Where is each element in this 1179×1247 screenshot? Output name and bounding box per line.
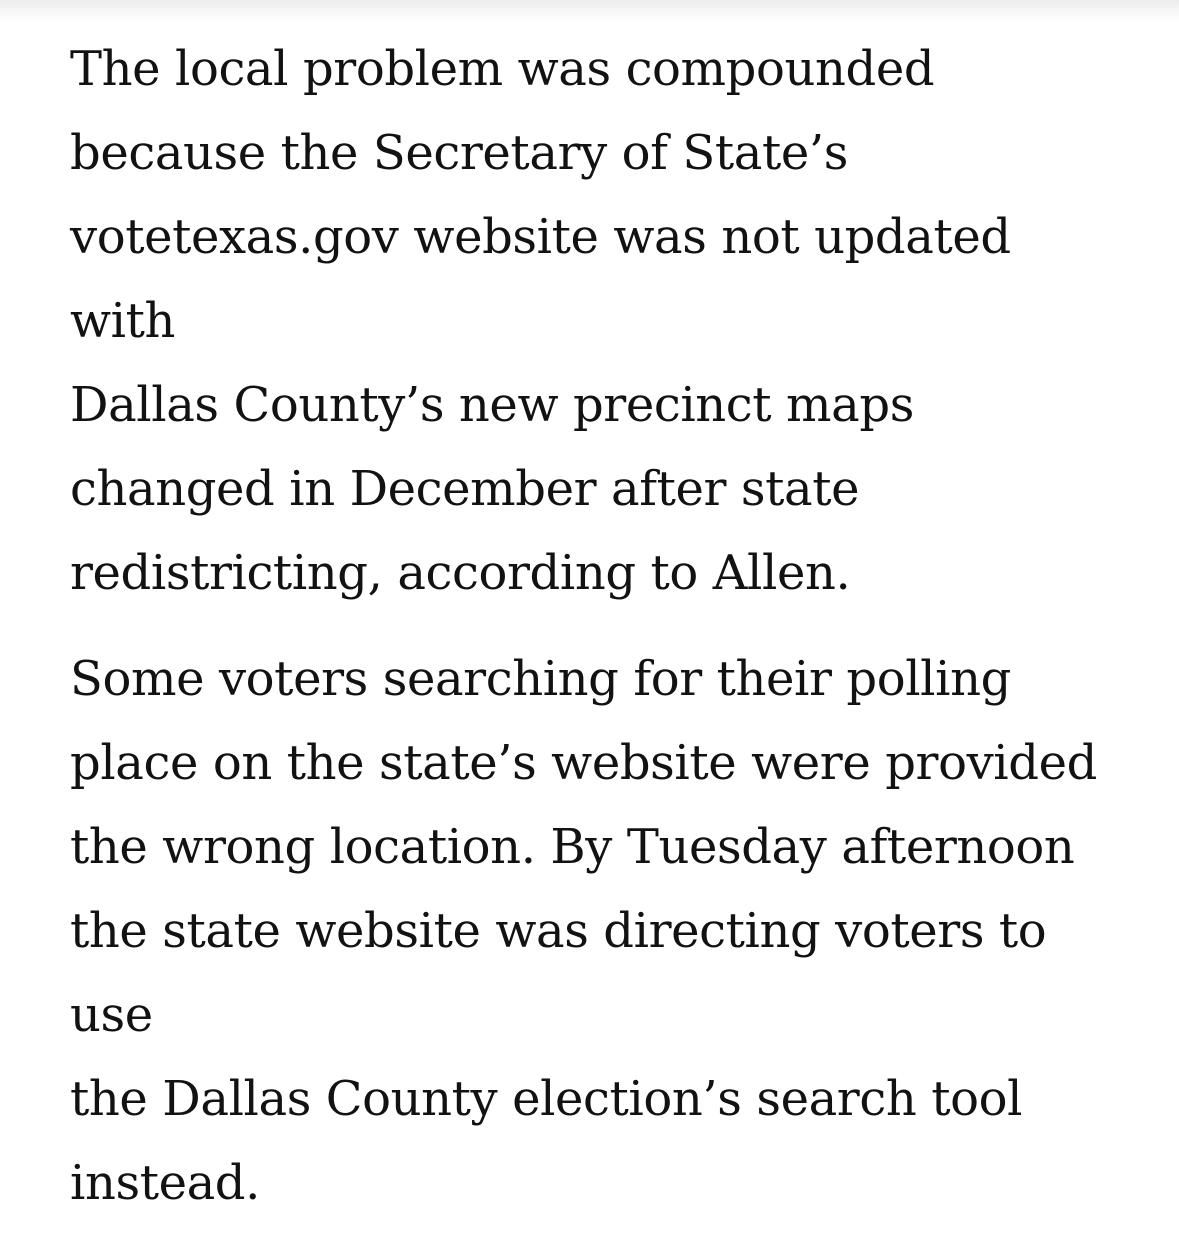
article-paragraph: The local problem was compounded because the Secretary of State’s votetexas.gov website was not updated with Dallas County’s new precinct maps changed in December after state redistricting, according to Allen. bbox=[70, 41, 1011, 601]
article-body bbox=[70, 27, 1130, 1247]
header-shadow bbox=[0, 0, 1179, 22]
article-paragraph: Some voters searching for their polling place on the state’s website were provided the wrong location. By Tuesday afternoon the state website was directing voters to use the Dallas County election’s search tool instead. bbox=[70, 651, 1097, 1211]
